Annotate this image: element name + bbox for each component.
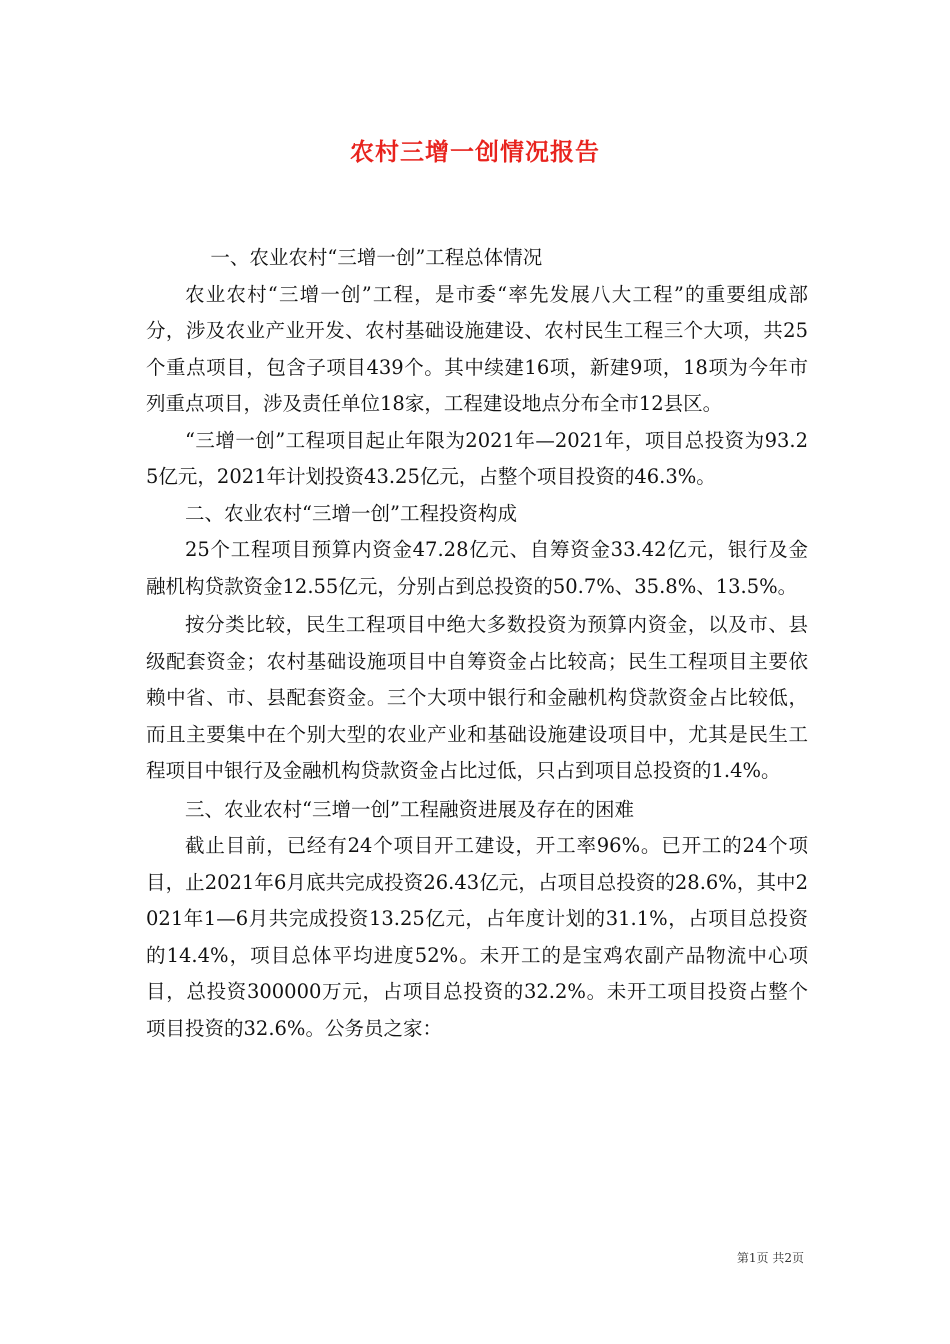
paragraph: 农业农村“三增一创”工程，是市委“率先发展八大工程”的重要组成部分，涉及农业产业开发、农村基础设施建设、农村民生工程三个大项，共25个重点项目，包含子项目439个。其中续建16项，新建9项，18项为今年市列重点项目，涉及责任单位18家，工程建设地点分布全市12县区。 <box>146 282 808 415</box>
section-heading-2: 二、农业农村“三增一创”工程投资构成 <box>185 501 517 525</box>
paragraph: 25个工程项目预算内资金47.28亿元、自筹资金33.42亿元，银行及金融机构贷款资金12.55亿元，分别占到总投资的50.7%、35.8%、13.5%。 <box>146 538 808 598</box>
paragraph: 按分类比较，民生工程项目中绝大多数投资为预算内资金，以及市、县级配套资金；农村基础设施项目中自筹资金占比较高；民生工程项目主要依赖中省、市、县配套资金。三个大项中银行和金融机构贷款资金占比较低，而且主要集中在个别大型的农业产业和基础设施建设项目中，尤其是民生工程项目中银行及金融机构贷款资金占比过低，只占到项目总投资的1.4%。 <box>146 613 808 782</box>
paragraph: 截止目前，已经有24个项目开工建设，开工率96%。已开工的24个项目，止2021年6月底共完成投资26.43亿元，占项目总投资的28.6%，其中2021年1—6月共完成投资13.25亿元，占年度计划的31.1%，占项目总投资的14.4%，项目总体平均进度52%。未开工的是宝鸡农副产品物流中心项目，总投资300000万元，占项目总投资的32.2%。未开工项目投资占整个项目投资的32.6%。公务员之家： <box>146 834 808 1040</box>
document-title: 农村三增一创情况报告 <box>350 137 600 166</box>
paragraph: “三增一创”工程项目起止年限为2021年—2021年，项目总投资为93.25亿元，2021年计划投资43.25亿元，占整个项目投资的46.3%。 <box>146 428 808 488</box>
section-heading-3: 三、农业农村“三增一创”工程融资进展及存在的困难 <box>185 797 634 821</box>
document-body <box>146 240 808 1047</box>
page-indicator: 第1页 共2页 <box>736 1251 804 1265</box>
section-heading-1: 一、农业农村“三增一创”工程总体情况 <box>210 246 543 269</box>
